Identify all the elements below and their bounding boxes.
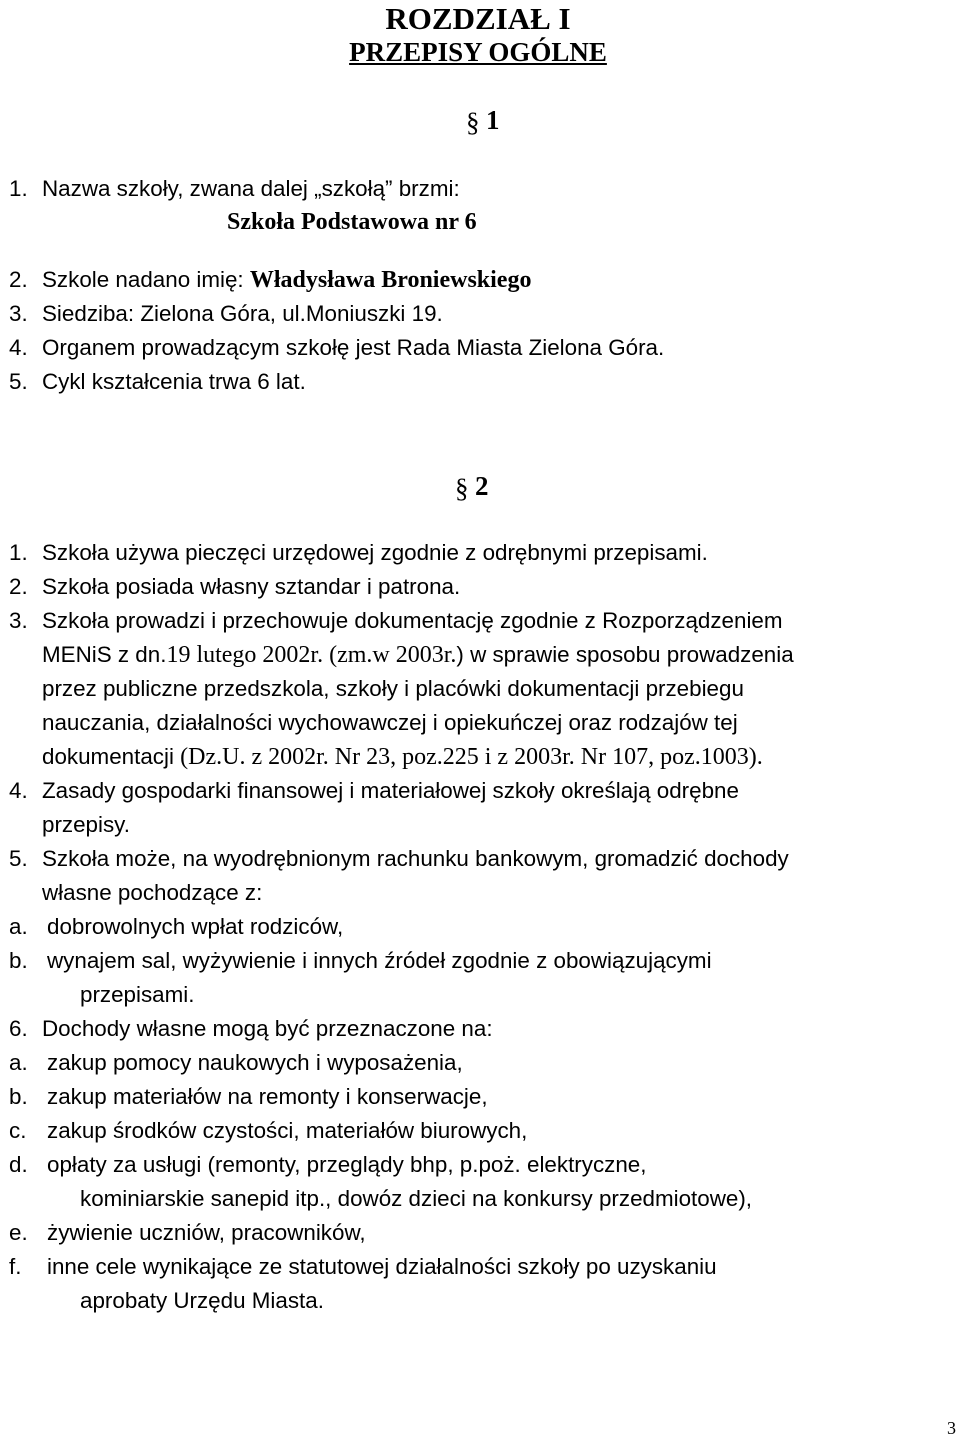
item-text: dobrowolnych wpłat rodziców, xyxy=(47,914,344,939)
item-number: 1. xyxy=(9,540,28,565)
item-letter: c. xyxy=(9,1118,27,1143)
list-item xyxy=(9,774,739,808)
item-number: 3. xyxy=(9,608,28,633)
item-prefix: Szkole nadano imię: xyxy=(42,267,250,292)
item-text: Szkoła może, na wyodrębnionym rachunku bankowym, gromadzić dochody xyxy=(42,846,789,871)
item-letter: f. xyxy=(9,1254,22,1279)
page-number: 3 xyxy=(947,1418,956,1438)
text-fragment: (Dz.U. z 2002r. Nr 23, poz.225 i z 2003r. Nr 107, poz.1003). xyxy=(180,744,763,770)
list-item xyxy=(9,1216,366,1250)
item-letter: b. xyxy=(9,948,28,973)
list-item xyxy=(9,1148,647,1182)
list-item xyxy=(9,1114,528,1148)
section-sign: § xyxy=(455,473,469,503)
item-number: 5. xyxy=(9,846,28,871)
item-text: Szkoła posiada własny sztandar i patrona. xyxy=(42,574,461,599)
item-continuation: przepisy. xyxy=(42,812,130,837)
list-item xyxy=(9,1250,717,1284)
item-continuation: aprobaty Urzędu Miasta. xyxy=(80,1288,324,1313)
item-text: inne cele wynikające ze statutowej działalności szkoły po uzyskaniu xyxy=(47,1254,717,1279)
item-continuation xyxy=(42,638,794,672)
section-number: 2 xyxy=(475,471,489,501)
item-continuation: przepisami. xyxy=(80,982,195,1007)
item-text: Organem prowadzącym szkołę jest Rada Miasta Zielona Góra. xyxy=(42,335,665,360)
item-number: 4. xyxy=(9,778,28,803)
item-letter: a. xyxy=(9,914,28,939)
item-text: zakup materiałów na remonty i konserwacje, xyxy=(47,1084,488,1109)
item-number: 2. xyxy=(9,574,28,599)
item-text: Cykl kształcenia trwa 6 lat. xyxy=(42,369,306,394)
item-continuation xyxy=(42,740,763,774)
item-text: Siedziba: Zielona Góra, ul.Moniuszki 19. xyxy=(42,301,443,326)
item-text: Zasady gospodarki finansowej i materiałowej szkoły określają odrębne xyxy=(42,778,739,803)
item-letter: d. xyxy=(9,1152,28,1177)
item-number: 3. xyxy=(9,301,28,326)
item-number: 5. xyxy=(9,369,28,394)
list-item xyxy=(9,910,344,944)
chapter-title: ROZDZIAŁ I xyxy=(385,1,571,36)
list-item xyxy=(9,1046,463,1080)
list-item xyxy=(9,1012,493,1046)
item-text xyxy=(42,263,531,297)
item-text: żywienie uczniów, pracowników, xyxy=(47,1220,366,1245)
section-sign: § xyxy=(466,107,480,137)
item-text: zakup pomocy naukowych i wyposażenia, xyxy=(47,1050,463,1075)
item-text: Szkoła prowadzi i przechowuje dokumentację zgodnie z Rozporządzeniem xyxy=(42,608,783,633)
section-number: 1 xyxy=(486,105,500,135)
list-item xyxy=(9,536,708,570)
list-item xyxy=(9,604,783,638)
list-item xyxy=(9,172,460,206)
school-name: Szkoła Podstawowa nr 6 xyxy=(227,209,477,235)
chapter-subtitle: PRZEPISY OGÓLNE xyxy=(349,37,607,67)
list-item xyxy=(9,365,306,399)
list-item xyxy=(9,570,461,604)
list-item xyxy=(9,842,789,876)
item-letter: b. xyxy=(9,1084,28,1109)
item-number: 1. xyxy=(9,176,28,201)
patron-name: Władysława Broniewskiego xyxy=(249,267,532,293)
item-continuation: kominiarskie sanepid itp., dowóz dzieci na konkursy przedmiotowe), xyxy=(80,1186,753,1211)
item-continuation: przez publiczne przedszkola, szkoły i placówki dokumentacji przebiegu xyxy=(42,676,744,701)
item-text: opłaty za usługi (remonty, przeglądy bhp, p.poż. elektryczne, xyxy=(47,1152,647,1177)
list-item xyxy=(9,297,443,331)
text-fragment: ) w sprawie sposobu prowadzenia xyxy=(456,642,794,667)
list-item xyxy=(9,331,665,365)
item-text: zakup środków czystości, materiałów biurowych, xyxy=(47,1118,528,1143)
item-text: Szkoła używa pieczęci urzędowej zgodnie z odrębnymi przepisami. xyxy=(42,540,708,565)
list-item xyxy=(9,1080,488,1114)
item-text: wynajem sal, wyżywienie i innych źródeł zgodnie z obowiązującymi xyxy=(47,948,712,973)
item-letter: a. xyxy=(9,1050,28,1075)
list-item xyxy=(9,944,712,978)
item-continuation: własne pochodzące z: xyxy=(42,880,263,905)
item-number: 6. xyxy=(9,1016,28,1041)
text-fragment: 19 lutego 2002r. (zm.w 2003r. xyxy=(166,642,457,668)
item-continuation: nauczania, działalności wychowawczej i opiekuńczej oraz rodzajów tej xyxy=(42,710,738,735)
item-number: 2. xyxy=(9,267,28,292)
text-fragment: dokumentacji xyxy=(42,744,181,769)
text-fragment: MENiS z dn. xyxy=(42,642,167,667)
item-letter: e. xyxy=(9,1220,28,1245)
item-text: Dochody własne mogą być przeznaczone na: xyxy=(42,1016,493,1041)
item-number: 4. xyxy=(9,335,28,360)
item-text: Nazwa szkoły, zwana dalej „szkołą” brzmi: xyxy=(42,176,460,201)
list-item xyxy=(9,263,532,297)
